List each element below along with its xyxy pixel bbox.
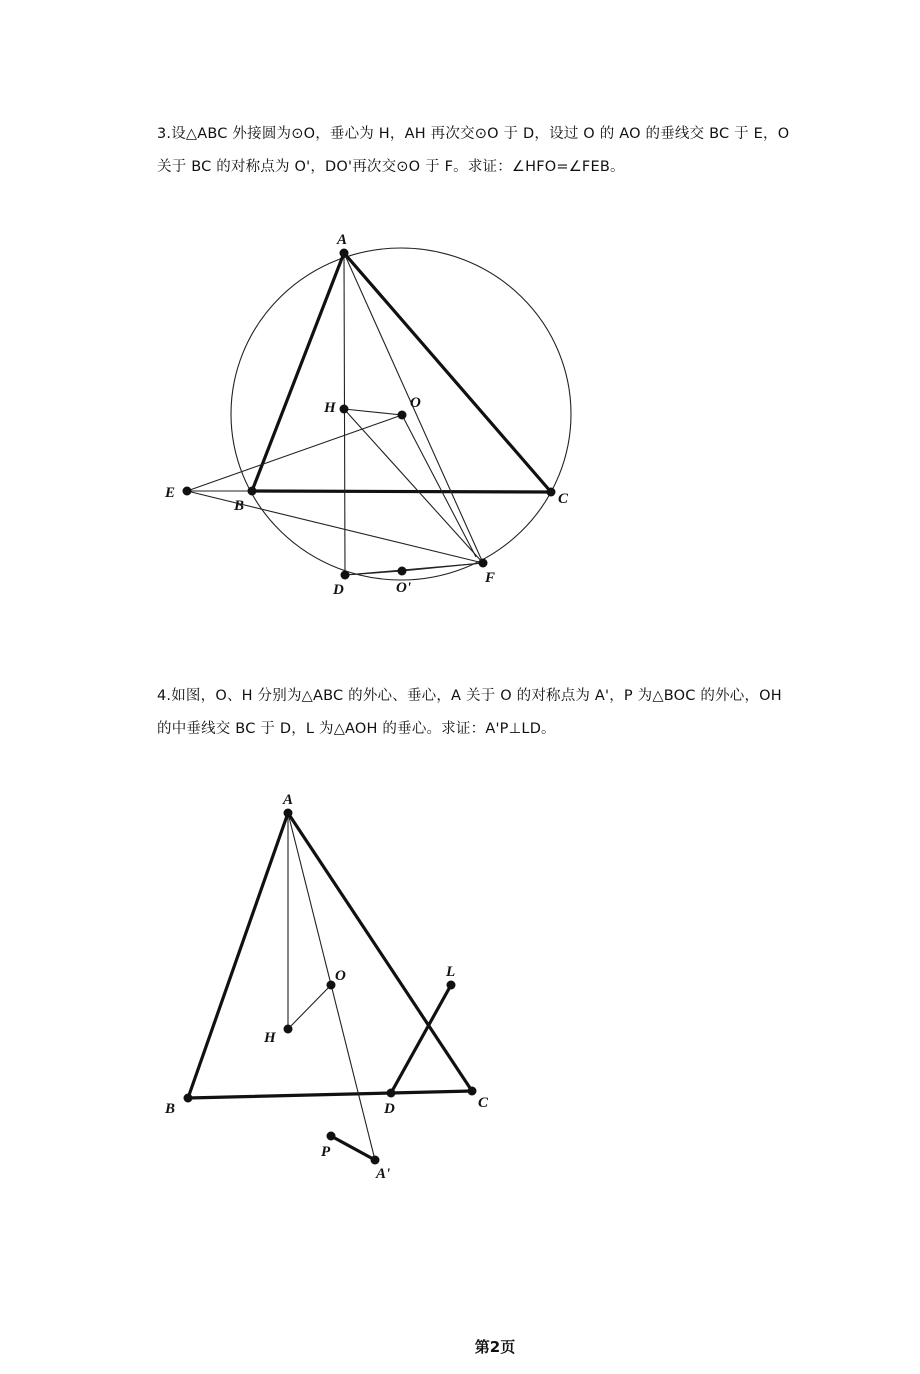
label-a-4: A (283, 792, 294, 808)
label-h: H (324, 400, 336, 416)
point-a-prime-4 (371, 1156, 380, 1165)
problem-3-line-2: 关于 BC 的对称点为 O'，DO'再次交⊙O 于 F。求证：∠HFO=∠FEB。 (157, 159, 625, 175)
point-c-4 (468, 1087, 477, 1096)
segment-pa-prime-4 (331, 1136, 375, 1160)
point-h-4 (284, 1025, 293, 1034)
label-p-4: P (321, 1144, 331, 1160)
side-ab-4 (188, 813, 288, 1098)
point-l-4 (447, 981, 456, 990)
problem-3-line-1: 3.设△ABC 外接圆为⊙O，垂心为 H，AH 再次交⊙O 于 D，设过 O 的 AO 的垂线交 BC 于 E，O (157, 126, 790, 142)
side-bc-4 (188, 1091, 472, 1098)
label-c: C (558, 491, 569, 507)
label-c-4: C (478, 1095, 489, 1111)
problem-4-line-2: 的中垂线交 BC 于 D，L 为△AOH 的垂心。求证：A'P⊥LD。 (157, 721, 556, 737)
label-e: E (165, 485, 176, 501)
label-h-4: H (264, 1030, 276, 1046)
label-o-4: O (335, 968, 346, 984)
point-p-4 (327, 1132, 336, 1141)
label-b: B (234, 498, 245, 514)
label-d: D (333, 582, 344, 598)
segment-ld-4 (391, 985, 451, 1093)
point-d-4 (387, 1089, 396, 1098)
label-a-prime-4: A' (376, 1166, 391, 1182)
label-o: O (410, 395, 421, 411)
segment-ho-4 (288, 985, 331, 1029)
label-f: F (485, 570, 496, 586)
label-o-prime: O' (396, 580, 411, 596)
side-ac-4 (288, 813, 472, 1091)
problem-4-line-1: 4.如图，O、H 分别为△ABC 的外心、垂心，A 关于 O 的对称点为 A'，P 为△BOC 的外心，OH (157, 688, 782, 704)
label-l-4: L (446, 964, 456, 980)
point-a-4 (284, 809, 293, 818)
point-b-4 (184, 1094, 193, 1103)
label-a: A (337, 232, 348, 248)
label-b-4: B (165, 1101, 176, 1117)
label-d-4: D (384, 1101, 395, 1117)
page-number: 第2页 (474, 1338, 516, 1356)
